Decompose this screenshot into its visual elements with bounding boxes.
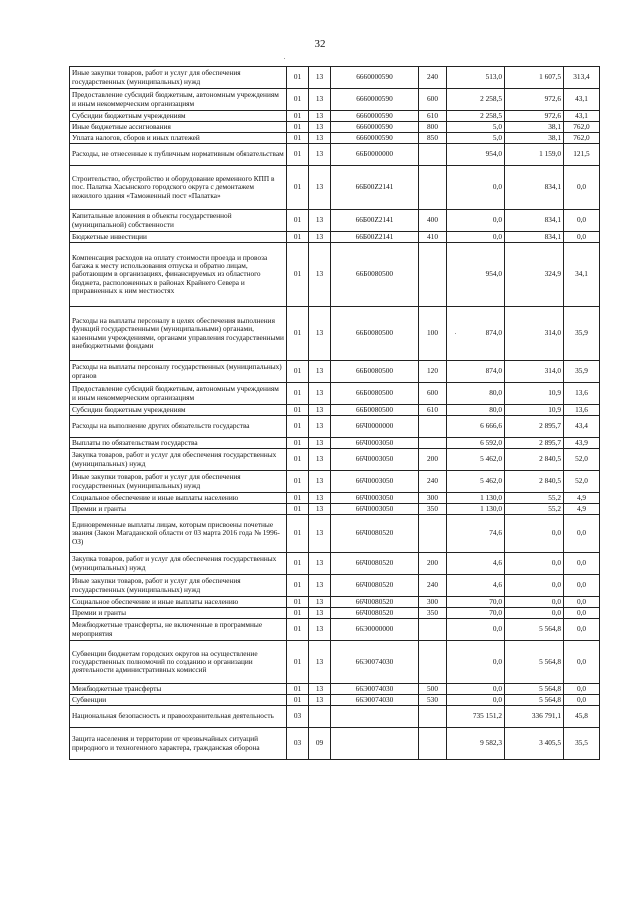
row-percent: 0,0	[564, 553, 600, 575]
row-executed-amount: 5 564,8	[505, 619, 564, 641]
row-percent: 0,0	[564, 515, 600, 553]
row-name: Социальное обеспечение и иные выплаты населению	[70, 493, 287, 504]
row-expense-type	[419, 706, 447, 728]
row-section: 01	[287, 210, 309, 232]
row-expense-type: 530	[419, 695, 447, 706]
row-name: Закупка товаров, работ и услуг для обеспечения государственных (муниципальных) нужд	[70, 553, 287, 575]
row-planned-amount: 6 666,6	[447, 416, 505, 438]
table-row	[70, 210, 600, 232]
row-name: Капитальные вложения в объекты государственной (муниципальной) собственности	[70, 210, 287, 232]
row-target-code: 66Б00Z2141	[331, 166, 419, 210]
row-target-code: 66Ч0003050	[331, 449, 419, 471]
row-planned-amount: 954,0	[447, 243, 505, 307]
table-row	[70, 416, 600, 438]
row-target-code: 66Э0074030	[331, 684, 419, 695]
row-subsection: 13	[309, 416, 331, 438]
row-percent: 313,4	[564, 67, 600, 89]
row-percent: 0,0	[564, 597, 600, 608]
table-row	[70, 504, 600, 515]
row-section: 01	[287, 641, 309, 684]
row-subsection: 13	[309, 144, 331, 166]
row-subsection: 09	[309, 728, 331, 760]
row-section: 01	[287, 361, 309, 383]
row-section: 01	[287, 232, 309, 243]
row-planned-amount: 0,0	[447, 619, 505, 641]
row-subsection: 13	[309, 122, 331, 133]
row-expense-type: 200	[419, 553, 447, 575]
row-percent: 0,0	[564, 695, 600, 706]
row-section: 01	[287, 684, 309, 695]
row-subsection: 13	[309, 695, 331, 706]
row-subsection: 13	[309, 449, 331, 471]
row-expense-type: 600	[419, 383, 447, 405]
row-expense-type: 600	[419, 89, 447, 111]
row-executed-amount: 2 895,7	[505, 416, 564, 438]
row-target-code: 6660000590	[331, 67, 419, 89]
row-section: 01	[287, 111, 309, 122]
row-expense-type: 850	[419, 133, 447, 144]
row-percent: 0,0	[564, 166, 600, 210]
row-section: 03	[287, 706, 309, 728]
table-row	[70, 553, 600, 575]
row-target-code: 66Ч0003050	[331, 471, 419, 493]
row-executed-amount: 5 564,8	[505, 641, 564, 684]
row-target-code: 66Э0074030	[331, 641, 419, 684]
row-planned-amount: 954,0	[447, 144, 505, 166]
row-expense-type	[419, 438, 447, 449]
row-subsection: 13	[309, 405, 331, 416]
table-row	[70, 575, 600, 597]
row-section: 01	[287, 553, 309, 575]
row-section: 01	[287, 416, 309, 438]
table-row	[70, 438, 600, 449]
row-subsection: 13	[309, 307, 331, 361]
row-expense-type: 500	[419, 684, 447, 695]
row-name: Межбюджетные трансферты	[70, 684, 287, 695]
row-section: 01	[287, 449, 309, 471]
row-expense-type	[419, 728, 447, 760]
row-target-code: 66Ч0000000	[331, 416, 419, 438]
row-name: Иные закупки товаров, работ и услуг для обеспечения государственных (муниципальных) нужд	[70, 67, 287, 89]
row-section: 01	[287, 493, 309, 504]
row-planned-amount: 80,0	[447, 405, 505, 416]
row-target-code: 6660000590	[331, 122, 419, 133]
row-planned-amount: 6 592,0	[447, 438, 505, 449]
row-executed-amount: 38,1	[505, 122, 564, 133]
row-subsection: 13	[309, 608, 331, 619]
row-target-code: 66Э0000000	[331, 619, 419, 641]
row-expense-type: 300	[419, 597, 447, 608]
row-target-code: 66Б00Z2141	[331, 210, 419, 232]
row-name: Социальное обеспечение и иные выплаты населению	[70, 597, 287, 608]
row-section: 01	[287, 383, 309, 405]
row-percent: 35,9	[564, 361, 600, 383]
row-section: 01	[287, 133, 309, 144]
row-name: Предоставление субсидий бюджетным, автономным учреждениям и иным некоммерческим организациям	[70, 383, 287, 405]
row-planned-amount: 0,0	[447, 695, 505, 706]
row-percent: 0,0	[564, 232, 600, 243]
table-row	[70, 695, 600, 706]
row-subsection: 13	[309, 641, 331, 684]
row-executed-amount: 0,0	[505, 575, 564, 597]
row-target-code: 66Б0000000	[331, 144, 419, 166]
row-percent: 762,0	[564, 122, 600, 133]
row-target-code: 66Б0080500	[331, 405, 419, 416]
row-name: Премии и гранты	[70, 608, 287, 619]
row-target-code: 66Б0080500	[331, 383, 419, 405]
table-row	[70, 706, 600, 728]
row-expense-type: 240	[419, 67, 447, 89]
row-target-code: 66Ч0080520	[331, 597, 419, 608]
row-target-code: 66Э0074030	[331, 695, 419, 706]
row-expense-type: 240	[419, 471, 447, 493]
row-name: Иные закупки товаров, работ и услуг для обеспечения государственных (муниципальных) нужд	[70, 575, 287, 597]
row-executed-amount: 1 607,5	[505, 67, 564, 89]
row-percent: 43,9	[564, 438, 600, 449]
row-subsection: 13	[309, 504, 331, 515]
row-section: 01	[287, 144, 309, 166]
table-row	[70, 133, 600, 144]
table-row	[70, 515, 600, 553]
row-expense-type: 410	[419, 232, 447, 243]
row-subsection: 13	[309, 210, 331, 232]
row-name: Расходы на выплаты персоналу государственных (муниципальных) органов	[70, 361, 287, 383]
row-name: Защита населения и территории от чрезвычайных ситуаций природного и техногенного характера, гражданская оборона	[70, 728, 287, 760]
row-name: Национальная безопасность и правоохранительная деятельность	[70, 706, 287, 728]
row-section: 01	[287, 405, 309, 416]
row-subsection: 13	[309, 471, 331, 493]
row-percent: 43,4	[564, 416, 600, 438]
row-executed-amount: 3 405,5	[505, 728, 564, 760]
row-name: Иные закупки товаров, работ и услуг для обеспечения государственных (муниципальных) нужд	[70, 471, 287, 493]
scan-speck	[455, 333, 456, 334]
row-expense-type: 300	[419, 493, 447, 504]
row-executed-amount: 972,6	[505, 111, 564, 122]
table-row	[70, 619, 600, 641]
row-subsection	[309, 706, 331, 728]
row-expense-type	[419, 515, 447, 553]
row-planned-amount: 0,0	[447, 641, 505, 684]
row-subsection: 13	[309, 166, 331, 210]
row-section: 01	[287, 307, 309, 361]
row-planned-amount: 735 151,2	[447, 706, 505, 728]
row-executed-amount: 1 159,0	[505, 144, 564, 166]
row-section: 01	[287, 619, 309, 641]
row-planned-amount: 874,0	[447, 361, 505, 383]
row-section: 01	[287, 122, 309, 133]
row-planned-amount: 9 582,3	[447, 728, 505, 760]
row-name: Расходы на выполнение других обязательств государства	[70, 416, 287, 438]
budget-table	[69, 66, 600, 760]
row-name: Закупка товаров, работ и услуг для обеспечения государственных (муниципальных) нужд	[70, 449, 287, 471]
row-planned-amount: 5 462,0	[447, 471, 505, 493]
row-executed-amount: 0,0	[505, 553, 564, 575]
row-percent: 0,0	[564, 684, 600, 695]
row-percent: 43,1	[564, 111, 600, 122]
row-percent: 0,0	[564, 575, 600, 597]
row-executed-amount: 0,0	[505, 515, 564, 553]
row-name: Бюджетные инвестиции	[70, 232, 287, 243]
row-name: Единовременные выплаты лицам, которым присвоены почетные звания (Закон Магаданской области от 03 марта 2016 года № 1996-ОЗ)	[70, 515, 287, 553]
row-subsection: 13	[309, 553, 331, 575]
row-percent: 13,6	[564, 405, 600, 416]
row-expense-type	[419, 166, 447, 210]
row-subsection: 13	[309, 493, 331, 504]
row-executed-amount: 55,2	[505, 493, 564, 504]
row-planned-amount: 80,0	[447, 383, 505, 405]
row-name: Предоставление субсидий бюджетным, автономным учреждениям и иным некоммерческим организациям	[70, 89, 287, 111]
row-name: Выплаты по обязательствам государства	[70, 438, 287, 449]
table-row	[70, 144, 600, 166]
row-percent: 4,9	[564, 493, 600, 504]
row-section: 01	[287, 504, 309, 515]
row-target-code: 66Б00Z2141	[331, 232, 419, 243]
row-percent: 52,0	[564, 449, 600, 471]
row-target-code: 66Ч0080520	[331, 553, 419, 575]
row-expense-type	[419, 243, 447, 307]
row-executed-amount: 972,6	[505, 89, 564, 111]
row-section: 01	[287, 608, 309, 619]
row-executed-amount: 38,1	[505, 133, 564, 144]
row-target-code: 66Ч0003050	[331, 493, 419, 504]
row-expense-type: 200	[419, 449, 447, 471]
row-subsection: 13	[309, 361, 331, 383]
table-row	[70, 608, 600, 619]
row-percent: 45,8	[564, 706, 600, 728]
row-executed-amount: 834,1	[505, 210, 564, 232]
table-row	[70, 111, 600, 122]
row-percent: 121,5	[564, 144, 600, 166]
row-expense-type	[419, 416, 447, 438]
row-planned-amount: 0,0	[447, 210, 505, 232]
row-name: Субвенции	[70, 695, 287, 706]
row-executed-amount: 834,1	[505, 232, 564, 243]
table-row	[70, 89, 600, 111]
row-target-code	[331, 706, 419, 728]
row-target-code: 66Б0080500	[331, 243, 419, 307]
row-percent: 43,1	[564, 89, 600, 111]
row-executed-amount: 10,9	[505, 383, 564, 405]
row-expense-type: 800	[419, 122, 447, 133]
table-row	[70, 67, 600, 89]
row-target-code: 66Ч0003050	[331, 504, 419, 515]
row-executed-amount: 314,0	[505, 361, 564, 383]
table-row	[70, 361, 600, 383]
table-row	[70, 405, 600, 416]
row-target-code	[331, 728, 419, 760]
row-executed-amount: 5 564,8	[505, 695, 564, 706]
row-percent: 35,9	[564, 307, 600, 361]
row-subsection: 13	[309, 438, 331, 449]
row-executed-amount: 834,1	[505, 166, 564, 210]
row-subsection: 13	[309, 89, 331, 111]
row-planned-amount: 5,0	[447, 133, 505, 144]
row-expense-type: 350	[419, 608, 447, 619]
row-planned-amount: 74,6	[447, 515, 505, 553]
row-executed-amount: 336 791,1	[505, 706, 564, 728]
row-section: 01	[287, 695, 309, 706]
row-planned-amount: 2 258,5	[447, 89, 505, 111]
row-planned-amount: 874,0	[447, 307, 505, 361]
row-section: 01	[287, 515, 309, 553]
table-row	[70, 493, 600, 504]
row-executed-amount: 0,0	[505, 597, 564, 608]
row-name: Премии и гранты	[70, 504, 287, 515]
row-planned-amount: 70,0	[447, 608, 505, 619]
row-expense-type	[419, 641, 447, 684]
row-percent: 0,0	[564, 619, 600, 641]
row-name: Уплата налогов, сборов и иных платежей	[70, 133, 287, 144]
row-expense-type: 610	[419, 111, 447, 122]
row-subsection: 13	[309, 575, 331, 597]
row-section: 01	[287, 89, 309, 111]
row-expense-type	[419, 144, 447, 166]
row-executed-amount: 5 564,8	[505, 684, 564, 695]
table-row	[70, 684, 600, 695]
row-target-code: 66Б0080500	[331, 361, 419, 383]
row-planned-amount: 5 462,0	[447, 449, 505, 471]
row-section: 01	[287, 243, 309, 307]
row-subsection: 13	[309, 619, 331, 641]
row-name: Строительство, обустройство и оборудование временного КПП в пос. Палатка Хасынского городского округа с демонтажем нежилого здания «Таможенный пост «Палатка»	[70, 166, 287, 210]
table-row	[70, 728, 600, 760]
row-target-code: 6660000590	[331, 133, 419, 144]
row-planned-amount: 513,0	[447, 67, 505, 89]
row-target-code: 66Ч0080520	[331, 515, 419, 553]
row-subsection: 13	[309, 232, 331, 243]
row-planned-amount: 1 130,0	[447, 493, 505, 504]
row-percent: 762,0	[564, 133, 600, 144]
row-executed-amount: 324,9	[505, 243, 564, 307]
row-expense-type: 100	[419, 307, 447, 361]
row-percent: 34,1	[564, 243, 600, 307]
row-target-code: 66Ч0003050	[331, 438, 419, 449]
row-name: Компенсация расходов на оплату стоимости проезда и провоза багажа к месту использования отпуска и обратно лицам, работающим в организациях, финансируемых из областного бюджета, расположенных в районах Крайнего Севера и приравненных к ним местностях	[70, 243, 287, 307]
row-executed-amount: 10,9	[505, 405, 564, 416]
row-executed-amount: 2 895,7	[505, 438, 564, 449]
row-expense-type	[419, 619, 447, 641]
row-executed-amount: 2 840,5	[505, 471, 564, 493]
row-planned-amount: 2 258,5	[447, 111, 505, 122]
row-executed-amount: 2 840,5	[505, 449, 564, 471]
row-subsection: 13	[309, 243, 331, 307]
row-subsection: 13	[309, 67, 331, 89]
table-row	[70, 122, 600, 133]
row-name: Субсидии бюджетным учреждениям	[70, 405, 287, 416]
row-percent: 0,0	[564, 608, 600, 619]
table-row	[70, 383, 600, 405]
row-executed-amount: 55,2	[505, 504, 564, 515]
row-target-code: 6660000590	[331, 89, 419, 111]
row-expense-type: 350	[419, 504, 447, 515]
row-name: Межбюджетные трансферты, не включенные в программные мероприятия	[70, 619, 287, 641]
row-planned-amount: 0,0	[447, 232, 505, 243]
table-row	[70, 232, 600, 243]
table-row	[70, 166, 600, 210]
row-percent: 0,0	[564, 210, 600, 232]
page-number: 32	[314, 38, 326, 50]
row-subsection: 13	[309, 515, 331, 553]
row-section: 01	[287, 597, 309, 608]
row-planned-amount: 0,0	[447, 684, 505, 695]
table-row	[70, 243, 600, 307]
row-percent: 4,9	[564, 504, 600, 515]
row-target-code: 66Ч0080520	[331, 608, 419, 619]
row-subsection: 13	[309, 133, 331, 144]
row-section: 01	[287, 575, 309, 597]
row-executed-amount: 314,0	[505, 307, 564, 361]
row-planned-amount: 5,0	[447, 122, 505, 133]
table-row	[70, 449, 600, 471]
row-planned-amount: 0,0	[447, 166, 505, 210]
row-name: Субвенции бюджетам городских округов на осуществление государственных полномочий по созданию и организации деятельности административных комиссий	[70, 641, 287, 684]
row-name: Расходы на выплаты персоналу в целях обеспечения выполнения функций государственными (муниципальными) органами, казенными учреждениями, органами управления государственными внебюджетными фондами	[70, 307, 287, 361]
row-subsection: 13	[309, 383, 331, 405]
row-planned-amount: 4,6	[447, 575, 505, 597]
row-target-code: 66Б0080500	[331, 307, 419, 361]
scan-speck	[284, 58, 285, 59]
row-percent: 13,6	[564, 383, 600, 405]
row-section: 01	[287, 166, 309, 210]
row-expense-type: 610	[419, 405, 447, 416]
row-percent: 35,5	[564, 728, 600, 760]
row-expense-type: 120	[419, 361, 447, 383]
table-row	[70, 471, 600, 493]
row-name: Иные бюджетные ассигнования	[70, 122, 287, 133]
row-target-code: 6660000590	[331, 111, 419, 122]
row-planned-amount: 1 130,0	[447, 504, 505, 515]
row-section: 01	[287, 67, 309, 89]
row-planned-amount: 70,0	[447, 597, 505, 608]
row-planned-amount: 4,6	[447, 553, 505, 575]
row-expense-type: 240	[419, 575, 447, 597]
row-target-code: 66Ч0080520	[331, 575, 419, 597]
row-percent: 0,0	[564, 641, 600, 684]
row-section: 01	[287, 438, 309, 449]
row-percent: 52,0	[564, 471, 600, 493]
row-name: Субсидии бюджетным учреждениям	[70, 111, 287, 122]
table-row	[70, 597, 600, 608]
row-subsection: 13	[309, 597, 331, 608]
table-row	[70, 641, 600, 684]
row-section: 03	[287, 728, 309, 760]
table-row	[70, 307, 600, 361]
row-name: Расходы, не отнесенные к публичным нормативным обязательствам	[70, 144, 287, 166]
row-section: 01	[287, 471, 309, 493]
row-subsection: 13	[309, 111, 331, 122]
row-subsection: 13	[309, 684, 331, 695]
row-expense-type: 400	[419, 210, 447, 232]
row-executed-amount: 0,0	[505, 608, 564, 619]
